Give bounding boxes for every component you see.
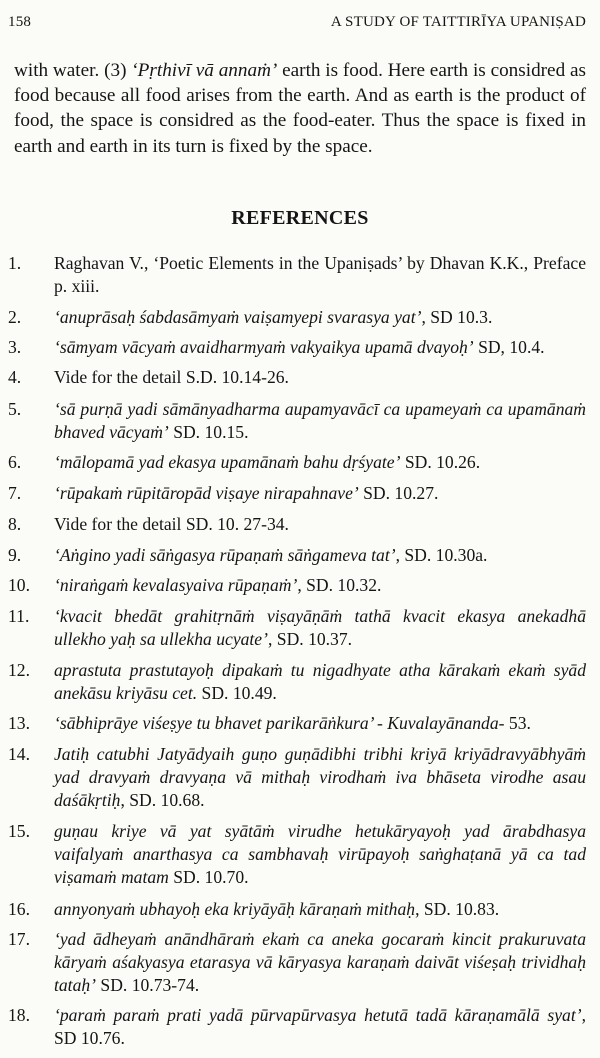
reference-item (8, 928, 586, 997)
reference-text (54, 306, 586, 329)
reference-italic: ‘Aṅgino yadi sāṅgasya rūpaṇaṁ sāṅgameva tat’ (54, 545, 396, 565)
reference-number: 5. (8, 399, 22, 419)
reference-item (8, 482, 586, 505)
reference-number: 9. (8, 545, 22, 565)
reference-number: 3. (8, 337, 22, 357)
reference-number: 12. (8, 660, 30, 680)
reference-italic: annyonyaṁ ubhayoḥ eka kriyāyāḥ kāraṇaṁ mithaḥ (54, 899, 416, 919)
reference-item (8, 513, 586, 536)
reference-text (54, 928, 586, 997)
body-paragraph (14, 58, 586, 159)
reference-number: 14. (8, 744, 30, 764)
running-title: A STUDY OF TAITTIRĪYA UPANIṢAD (330, 14, 586, 30)
reference-item (8, 898, 586, 921)
reference-number: 13. (8, 713, 30, 733)
references-heading: REFERENCES (231, 207, 369, 229)
reference-citation: , SD. 10.68. (120, 790, 205, 810)
reference-item (8, 820, 586, 889)
reference-number: 10. (8, 575, 30, 595)
reference-item (8, 398, 586, 444)
reference-item (8, 574, 586, 597)
reference-number: 15. (8, 821, 30, 841)
references-list (8, 252, 586, 1058)
reference-italic: ‘sāmyam vācyaṁ avaidharmyaṁ vakyaikya upamā dvayoḥ’ (54, 337, 474, 357)
reference-text (54, 898, 586, 921)
reference-item (8, 605, 586, 651)
reference-italic: guṇau kriye vā yat syātāṁ virudhe hetukāryayoḥ yad ārabdhasya vaifalyaṁ anarthasya ca sambhavaḥ virūpayoḥ saṅghaṭanā yā ca tad viṣamaṁ matam (54, 821, 586, 887)
reference-citation: SD, 10.4. (473, 337, 545, 357)
reference-item (8, 544, 586, 567)
reference-text (54, 1004, 586, 1050)
reference-text (54, 252, 586, 298)
reference-italic: aprastuta prastutayoḥ dipakaṁ tu nigadhyate atha kārakaṁ ekaṁ syād anekāsu kriyāsu cet. (54, 660, 586, 703)
reference-italic: ‘paraṁ paraṁ prati yadā pūrvapūrvasya hetutā tadā kāraṇamālā syat’ (54, 1005, 582, 1025)
reference-item (8, 659, 586, 705)
reference-text (54, 398, 586, 444)
reference-italic: ‘sābhiprāye viśeṣye tu bhavet parikarāṅkura’ - Kuvalayānanda- (54, 713, 505, 733)
reference-italic: ‘mālopamā yad ekasya upamānaṁ bahu dṛśyate’ (54, 452, 401, 472)
reference-item (8, 336, 586, 359)
reference-number: 7. (8, 483, 22, 503)
reference-citation: , SD. 10.30a. (395, 545, 488, 565)
reference-text (54, 743, 586, 812)
reference-italic: ‘anuprāsaḥ śabdasāmyaṁ vaiṣamyepi svarasya yat’ (54, 307, 422, 327)
reference-number: 2. (8, 307, 22, 327)
reference-citation: , SD 10.3. (421, 307, 493, 327)
reference-italic: ‘kvacit bhedāt grahitṛnāṁ viṣayāṇāṁ tathā kvacit ekasya anekadhā ullekho yaḥ sa ullekha ucyate’ (54, 606, 586, 649)
reference-citation: SD. 10.27. (358, 483, 439, 503)
reference-italic: ‘sā purṇā yadi sāmānyadharma aupamyavācī ca upameyaṁ ca upamānaṁ bhaved vācyaṁ’ (54, 399, 586, 442)
reference-item (8, 252, 586, 298)
reference-italic: Jatiḥ catubhi Jatyādyaih guṇo guṇādibhi tribhi kriyā kriyādravyābhyāṁ yad dravyaṁ dravyaṇa vā mithaḥ virodhaṁ iva bhāseta virodhe asau daśākṛtiḥ (54, 744, 586, 810)
reference-text (54, 451, 586, 474)
reference-number: 16. (8, 899, 30, 919)
reference-citation: Raghavan V., ‘Poetic Elements in the Upaniṣads’ by Dhavan K.K., Preface p. xiii. (54, 253, 586, 296)
paragraph-rest: earth is food. Here earth is considred as food because all food arises from the earth. And as earth is the product of food, the space is considred as the food-eater. Thus the space is fixed in earth and earth in its turn is fixed by the space. (14, 60, 586, 157)
reference-item (8, 451, 586, 474)
reference-citation: , SD. 10.37. (267, 629, 353, 649)
reference-number: 11. (8, 606, 30, 626)
reference-citation: SD. 10.70. (168, 867, 249, 887)
reference-number: 17. (8, 929, 30, 949)
reference-text (54, 659, 586, 705)
reference-citation: SD. 10.49. (197, 683, 277, 703)
reference-citation: , SD. 10.83. (415, 899, 500, 919)
reference-citation: SD. 10.26. (400, 452, 481, 472)
reference-text (54, 574, 586, 597)
reference-citation: , SD. 10.32. (297, 575, 382, 595)
reference-citation: Vide for the detail SD. 10. 27-34. (54, 514, 289, 534)
reference-item (8, 743, 586, 812)
reference-citation: SD. 10.73-74. (96, 975, 200, 995)
reference-citation: 53. (504, 713, 531, 733)
reference-text (54, 544, 586, 567)
reference-number: 8. (8, 514, 22, 534)
reference-item (8, 366, 586, 389)
reference-item (8, 712, 586, 735)
paragraph-lead: with water. (3) (14, 60, 132, 81)
reference-item (8, 306, 586, 329)
reference-citation: , SD 10.76. (54, 1005, 586, 1048)
reference-number: 18. (8, 1005, 30, 1025)
reference-italic: ‘rūpakaṁ rūpitāropād viṣaye nirapahnave’ (54, 483, 359, 503)
reference-number: 4. (8, 367, 22, 387)
reference-text (54, 513, 586, 536)
reference-number: 1. (8, 253, 22, 273)
reference-text (54, 605, 586, 651)
reference-text (54, 366, 586, 389)
reference-text (54, 336, 586, 359)
page-number: 158 (8, 14, 32, 30)
reference-item (8, 1004, 586, 1050)
reference-citation: Vide for the detail S.D. 10.14-26. (54, 367, 289, 387)
reference-text (54, 482, 586, 505)
reference-citation: SD. 10.15. (168, 422, 249, 442)
reference-number: 6. (8, 452, 22, 472)
reference-text (54, 820, 586, 889)
reference-italic: ‘niraṅgaṁ kevalasyaiva rūpaṇaṁ’ (54, 575, 298, 595)
reference-italic: ‘yad ādheyaṁ anāndhāraṁ ekaṁ ca aneka gocaraṁ kincit prakuruvata kāryaṁ aśakyasya etarasya vā kāryasya karaṇaṁ daivāt viśeṣaḥ trividhaḥ tataḥ’ (54, 929, 586, 995)
reference-text (54, 712, 586, 735)
paragraph-quote: ‘Pṛthivī vā annaṁ’ (131, 60, 278, 81)
